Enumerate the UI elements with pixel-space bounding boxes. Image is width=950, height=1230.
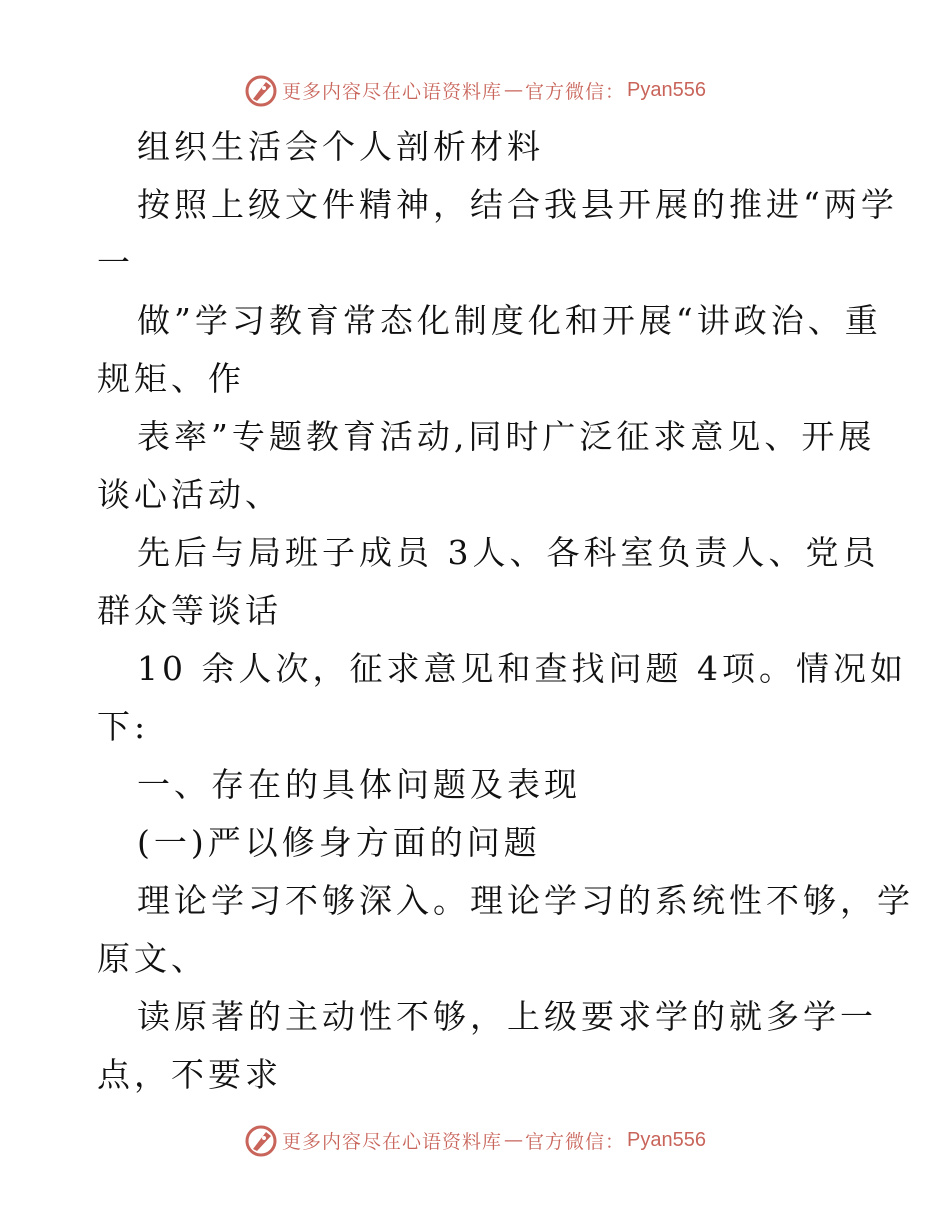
paragraph-line: 原文、 (97, 939, 208, 978)
paragraph-line: 点，不要求 (97, 1055, 282, 1094)
paragraph-line: 先后与局班子成员 3人、各科室负责人、党员 (137, 533, 880, 572)
banner-wechat-id: Pyan556 (627, 1128, 706, 1151)
paragraph-line: 做”学习教育常态化制度化和开展“讲政治、重 (137, 301, 882, 340)
document-title: 组织生活会个人剖析材料 (137, 127, 544, 166)
paragraph-line: 10 余人次，征求意见和查找问题 4项。情况如 (137, 649, 907, 688)
paragraph-line: 理论学习不够深入。理论学习的系统性不够，学 (137, 881, 914, 920)
pen-nib-logo-icon (244, 1123, 278, 1157)
paragraph-line: 表率”专题教育活动,同时广泛征求意见、开展 (137, 417, 876, 456)
banner-site-text: 更多内容尽在心语资料库 (282, 80, 503, 103)
footer-banner (0, 1120, 950, 1160)
paragraph-line: 下: (97, 707, 150, 746)
banner-separator: — (504, 79, 524, 101)
document-body (97, 118, 914, 1104)
banner-wechat-id: Pyan556 (627, 78, 706, 101)
banner-wechat-label: 官方微信： (525, 80, 626, 103)
paragraph-line: 读原著的主动性不够，上级要求学的就多学一 (137, 997, 877, 1036)
paragraph-line: 谈心活动、 (97, 475, 282, 514)
banner-separator: — (504, 1129, 524, 1151)
section-heading: 一、存在的具体问题及表现 (137, 765, 581, 804)
banner-wechat-label: 官方微信： (525, 1130, 626, 1153)
paragraph-line: 规矩、作 (97, 359, 245, 398)
paragraph-line: 一 (97, 243, 134, 282)
subsection-heading: (一)严以修身方面的问题 (137, 823, 541, 862)
banner-site-text: 更多内容尽在心语资料库 (282, 1130, 503, 1153)
paragraph-line: 按照上级文件精神，结合我县开展的推进“两学 (137, 185, 898, 224)
pen-nib-logo-icon (244, 73, 278, 107)
header-banner (0, 70, 950, 110)
paragraph-line: 群众等谈话 (97, 591, 282, 630)
